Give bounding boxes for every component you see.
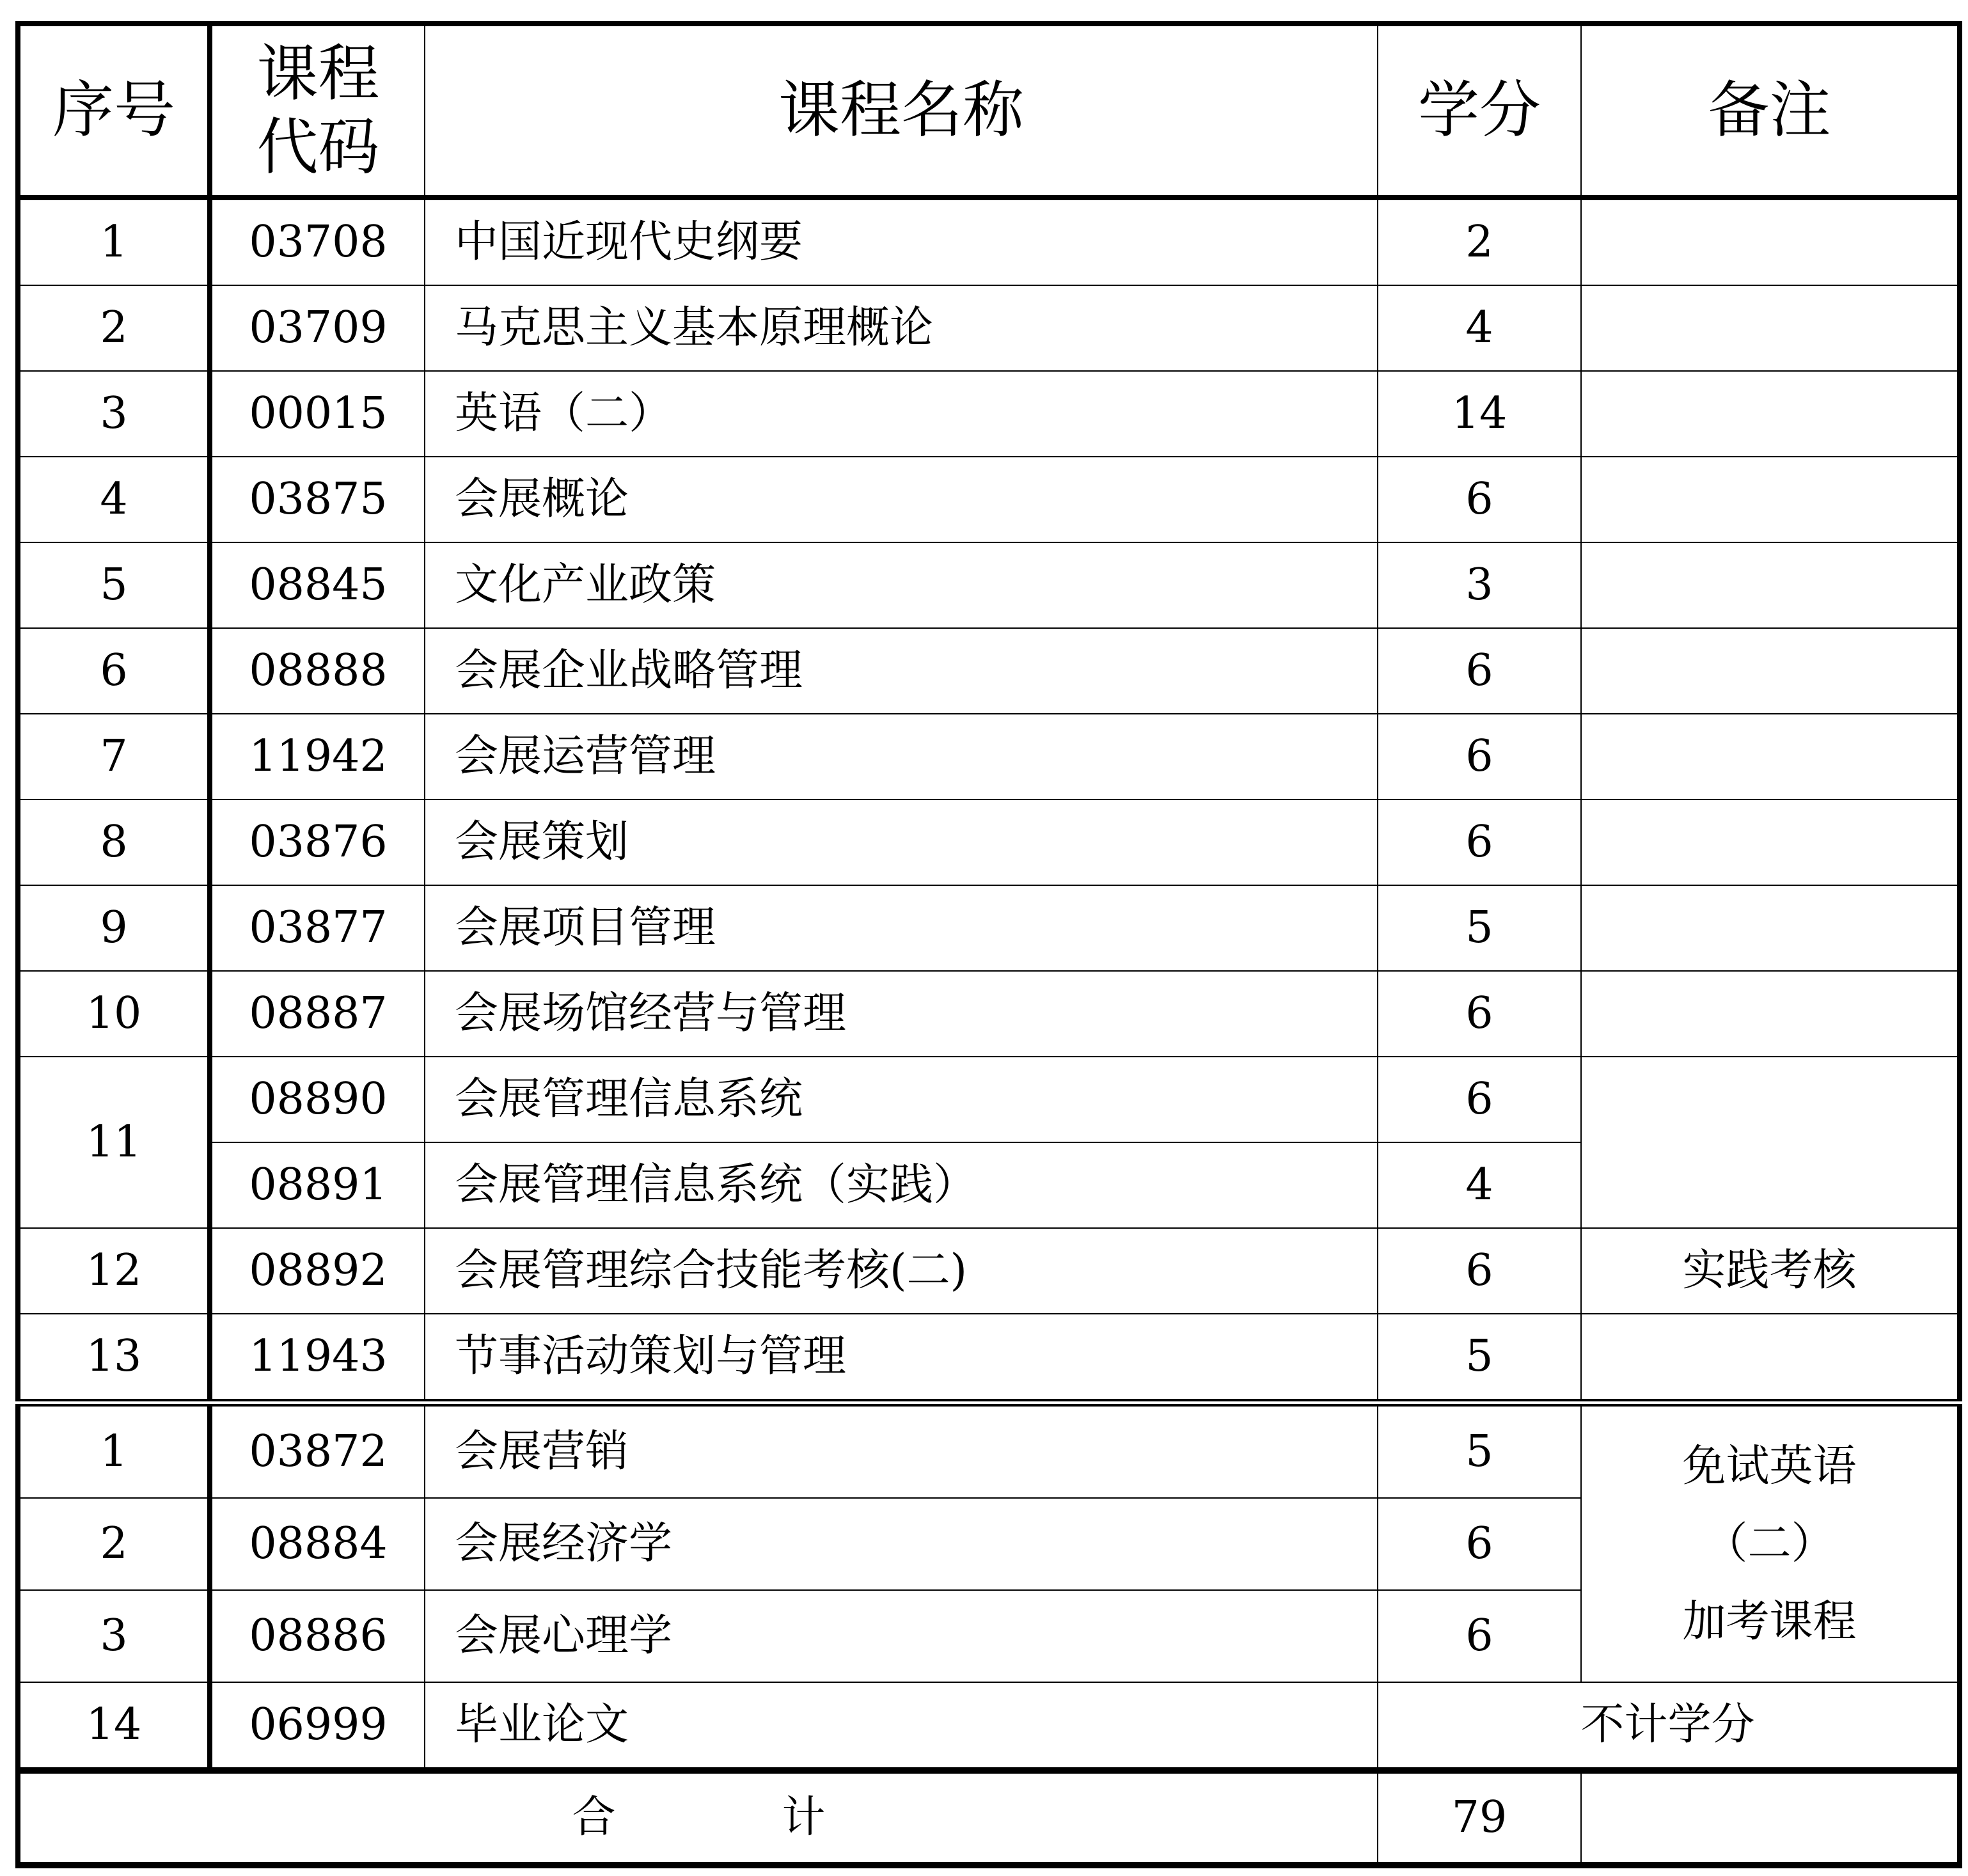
name-cell: 会展管理综合技能考核(二) <box>425 1228 1378 1314</box>
seq-cell: 14 <box>18 1682 210 1770</box>
credit-cell: 4 <box>1378 1142 1581 1228</box>
table-row <box>18 971 1960 1057</box>
seq-cell: 12 <box>18 1228 210 1314</box>
code-cell: 08887 <box>210 971 425 1057</box>
table-row <box>18 542 1960 628</box>
seq-cell: 9 <box>18 885 210 971</box>
seq-cell: 5 <box>18 542 210 628</box>
name-cell: 会展运营管理 <box>425 714 1378 800</box>
header-credit: 学分 <box>1378 24 1581 198</box>
remark-cell <box>1581 800 1960 885</box>
credit-cell: 6 <box>1378 1057 1581 1142</box>
table-row <box>18 885 1960 971</box>
credit-cell: 5 <box>1378 1403 1581 1498</box>
elective-remark-line2: （二） <box>1704 1518 1835 1570</box>
code-cell: 08890 <box>210 1057 425 1142</box>
credit-cell: 6 <box>1378 714 1581 800</box>
table-row <box>18 714 1960 800</box>
remark-cell <box>1581 628 1960 714</box>
code-cell: 03709 <box>210 285 425 371</box>
name-cell: 会展心理学 <box>425 1590 1378 1682</box>
name-cell: 英语（二） <box>425 371 1378 457</box>
credit-cell: 6 <box>1378 1590 1581 1682</box>
seq-cell: 4 <box>18 457 210 542</box>
total-credit-cell: 79 <box>1378 1770 1581 1865</box>
code-cell: 08891 <box>210 1142 425 1228</box>
code-cell: 03876 <box>210 800 425 885</box>
code-cell: 00015 <box>210 371 425 457</box>
credit-cell: 6 <box>1378 1228 1581 1314</box>
seq-cell: 2 <box>18 285 210 371</box>
credit-cell: 4 <box>1378 285 1581 371</box>
seq-cell: 13 <box>18 1314 210 1403</box>
credit-cell: 6 <box>1378 1498 1581 1590</box>
header-code <box>210 24 425 198</box>
name-cell: 文化产业政策 <box>425 542 1378 628</box>
name-cell: 毕业论文 <box>425 1682 1378 1770</box>
code-cell: 06999 <box>210 1682 425 1770</box>
elective-remark-cell <box>1581 1403 1960 1682</box>
remark-cell <box>1581 371 1960 457</box>
name-cell: 节事活动策划与管理 <box>425 1314 1378 1403</box>
code-cell: 08888 <box>210 628 425 714</box>
elective-remark-line1: 免试英语 <box>1682 1440 1857 1492</box>
seq-cell: 3 <box>18 1590 210 1682</box>
credit-cell: 5 <box>1378 1314 1581 1403</box>
code-cell: 03875 <box>210 457 425 542</box>
seq-cell: 1 <box>18 1403 210 1498</box>
name-cell: 马克思主义基本原理概论 <box>425 285 1378 371</box>
table-row <box>18 1057 1960 1142</box>
header-seq: 序号 <box>18 24 210 198</box>
name-cell: 会展企业战略管理 <box>425 628 1378 714</box>
remark-cell <box>1581 885 1960 971</box>
seq-cell: 1 <box>18 198 210 285</box>
elective-row <box>18 1403 1960 1498</box>
table-row <box>18 198 1960 285</box>
name-cell: 会展经济学 <box>425 1498 1378 1590</box>
name-cell: 会展管理信息系统 <box>425 1057 1378 1142</box>
credit-note-cell: 不计学分 <box>1378 1682 1960 1770</box>
course-plan-table <box>15 21 1962 1868</box>
remark-cell <box>1581 457 1960 542</box>
table-row <box>18 1228 1960 1314</box>
header-name: 课程名称 <box>425 24 1378 198</box>
credit-cell: 5 <box>1378 885 1581 971</box>
credit-cell: 2 <box>1378 198 1581 285</box>
header-row <box>18 24 1960 198</box>
total-label-part1: 合 <box>572 1792 616 1843</box>
credit-cell: 3 <box>1378 542 1581 628</box>
header-code-line2: 代码 <box>256 111 380 183</box>
name-cell: 中国近现代史纲要 <box>425 198 1378 285</box>
remark-cell <box>1581 1057 1960 1228</box>
remark-cell <box>1581 714 1960 800</box>
seq-cell: 7 <box>18 714 210 800</box>
code-cell: 03877 <box>210 885 425 971</box>
code-cell: 08845 <box>210 542 425 628</box>
remark-cell <box>1581 971 1960 1057</box>
code-cell: 08884 <box>210 1498 425 1590</box>
seq-cell: 8 <box>18 800 210 885</box>
table-row <box>18 371 1960 457</box>
credit-cell: 6 <box>1378 457 1581 542</box>
code-cell: 08892 <box>210 1228 425 1314</box>
name-cell: 会展管理信息系统（实践） <box>425 1142 1378 1228</box>
code-cell: 11942 <box>210 714 425 800</box>
header-code-line1: 课程 <box>256 37 380 109</box>
code-cell: 03708 <box>210 198 425 285</box>
name-cell: 会展项目管理 <box>425 885 1378 971</box>
name-cell: 会展营销 <box>425 1403 1378 1498</box>
name-cell: 会展场馆经营与管理 <box>425 971 1378 1057</box>
total-row <box>18 1770 1960 1865</box>
code-cell: 11943 <box>210 1314 425 1403</box>
name-cell: 会展概论 <box>425 457 1378 542</box>
table-row <box>18 1314 1960 1403</box>
header-remark: 备注 <box>1581 24 1960 198</box>
remark-cell <box>1581 285 1960 371</box>
table-row <box>18 628 1960 714</box>
remark-cell: 实践考核 <box>1581 1228 1960 1314</box>
seq-cell: 6 <box>18 628 210 714</box>
seq-cell: 11 <box>18 1057 210 1228</box>
credit-cell: 6 <box>1378 971 1581 1057</box>
table-row <box>18 457 1960 542</box>
credit-cell: 6 <box>1378 628 1581 714</box>
thesis-row <box>18 1682 1960 1770</box>
elective-remark-line3: 加考课程 <box>1682 1596 1857 1647</box>
total-label-cell <box>18 1770 1378 1865</box>
seq-cell: 10 <box>18 971 210 1057</box>
remark-cell <box>1581 542 1960 628</box>
table-row <box>18 285 1960 371</box>
remark-cell <box>1581 198 1960 285</box>
code-cell: 08886 <box>210 1590 425 1682</box>
seq-cell: 2 <box>18 1498 210 1590</box>
credit-cell: 14 <box>1378 371 1581 457</box>
total-label-part2: 计 <box>782 1792 826 1843</box>
total-remark-cell <box>1581 1770 1960 1865</box>
seq-cell: 3 <box>18 371 210 457</box>
remark-cell <box>1581 1314 1960 1403</box>
name-cell: 会展策划 <box>425 800 1378 885</box>
code-cell: 03872 <box>210 1403 425 1498</box>
table-row <box>18 800 1960 885</box>
credit-cell: 6 <box>1378 800 1581 885</box>
